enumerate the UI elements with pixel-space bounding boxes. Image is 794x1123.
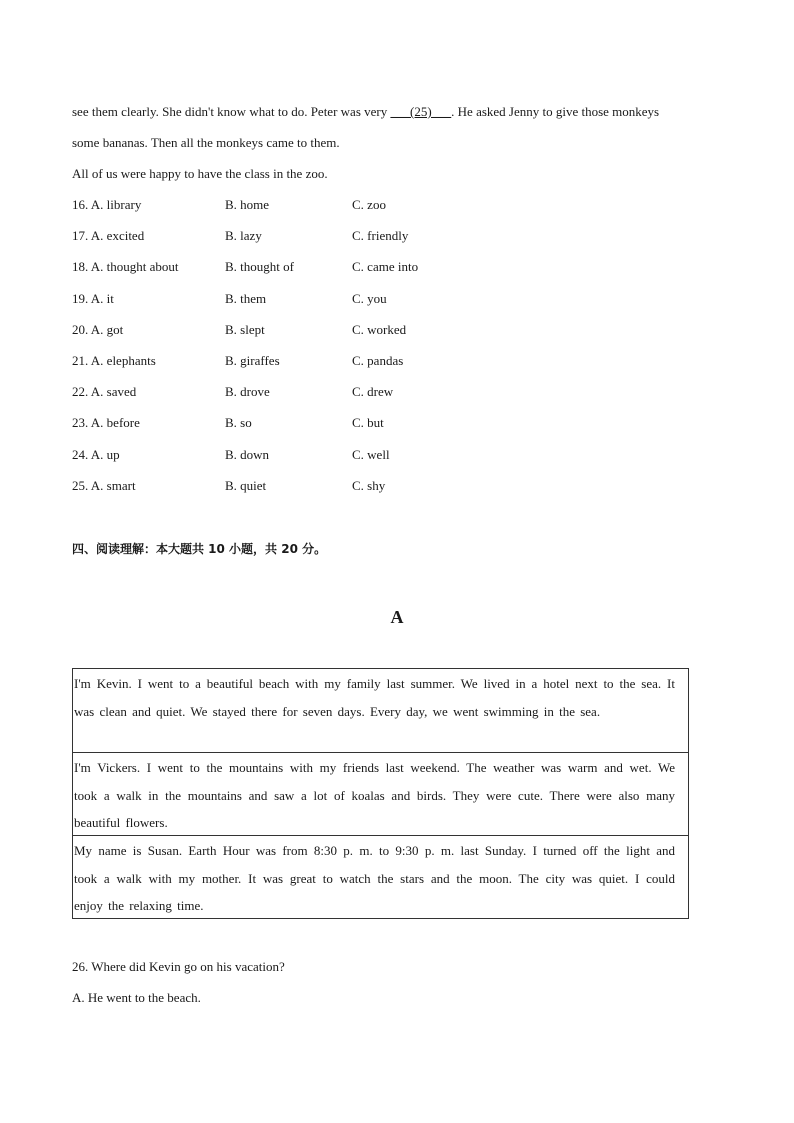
reading-cell-susan: My name is Susan. Earth Hour was from 8:30 p. m. to 9:30 p. m. last Sunday. I turned off the light and took a walk with my mother. It was great to watch the stars and the moon. The city was quiet. I could enjoy the relaxing time. (73, 835, 688, 918)
passage-line-3: All of us were happy to have the class in the zoo. (72, 166, 328, 181)
option-b: B. home (225, 197, 270, 212)
option-a: 16. A. library (72, 197, 142, 212)
option-b: B. thought of (225, 259, 294, 275)
passage-text: see them clearly. She didn't know what to do. Peter was very (72, 104, 391, 119)
option-c: C. shy (352, 477, 386, 493)
option-row-18 (72, 259, 492, 290)
option-a: 25. A. smart (72, 477, 136, 493)
option-row-20 (72, 322, 492, 353)
option-b: B. slept (225, 321, 265, 337)
option-c: C. but (352, 415, 384, 431)
cloze-options (72, 197, 492, 509)
option-b: B. giraffes (225, 352, 280, 368)
reading-table (72, 668, 689, 919)
option-a: 20. A. got (72, 321, 124, 337)
option-c: C. came into (352, 259, 419, 275)
option-a: 24. A. up (72, 446, 120, 462)
option-row-16 (72, 197, 492, 228)
option-c: C. well (352, 446, 390, 462)
option-a: 23. A. before (72, 415, 140, 431)
passage-text: . He asked Jenny to give those monkeys (451, 104, 660, 119)
answer-option-a: A. He went to the beach. (72, 990, 201, 1005)
option-row-17 (72, 228, 492, 259)
option-a: 19. A. it (72, 290, 114, 306)
option-c: C. pandas (352, 352, 404, 368)
reading-cell-vickers: I'm Vickers. I went to the mountains with my friends last weekend. The weather was warm and wet. We took a walk in the mountains and saw a lot of koalas and birds. They were cute. There were also many beautiful flowers. (73, 752, 688, 835)
option-row-24 (72, 447, 492, 478)
option-a: 18. A. thought about (72, 259, 179, 275)
option-c: C. worked (352, 321, 407, 337)
option-b: B. lazy (225, 228, 262, 244)
option-c: C. friendly (352, 228, 409, 244)
question-26: 26. Where did Kevin go on his vacation? (72, 959, 285, 974)
option-b: B. them (225, 290, 267, 306)
option-c: C. zoo (352, 197, 386, 212)
option-c: C. you (352, 290, 387, 306)
option-row-25 (72, 478, 492, 509)
option-b: B. so (225, 415, 252, 431)
option-a: 22. A. saved (72, 384, 137, 400)
reading-cell-kevin: I'm Kevin. I went to a beautiful beach with my family last summer. We lived in a hotel next to the sea. It was clean and quiet. We stayed there for seven days. Every day, we went swimming in the sea. (74, 676, 675, 719)
option-row-19 (72, 291, 492, 322)
option-b: B. quiet (225, 477, 267, 493)
passage-line-1 (72, 104, 659, 120)
blank-25: ___(25)___ (390, 104, 452, 119)
section-heading: 四、阅读理解：本大题共 10 小题，共 20 分。 (72, 542, 327, 556)
passage-line-2: some bananas. Then all the monkeys came to them. (72, 135, 340, 150)
option-c: C. drew (352, 384, 394, 400)
option-a: 17. A. excited (72, 228, 145, 244)
option-b: B. down (225, 446, 270, 462)
option-row-23 (72, 415, 492, 446)
option-a: 21. A. elephants (72, 352, 156, 368)
option-b: B. drove (225, 384, 270, 400)
passage-label: A (390, 607, 404, 627)
option-row-22 (72, 384, 492, 415)
option-row-21 (72, 353, 492, 384)
